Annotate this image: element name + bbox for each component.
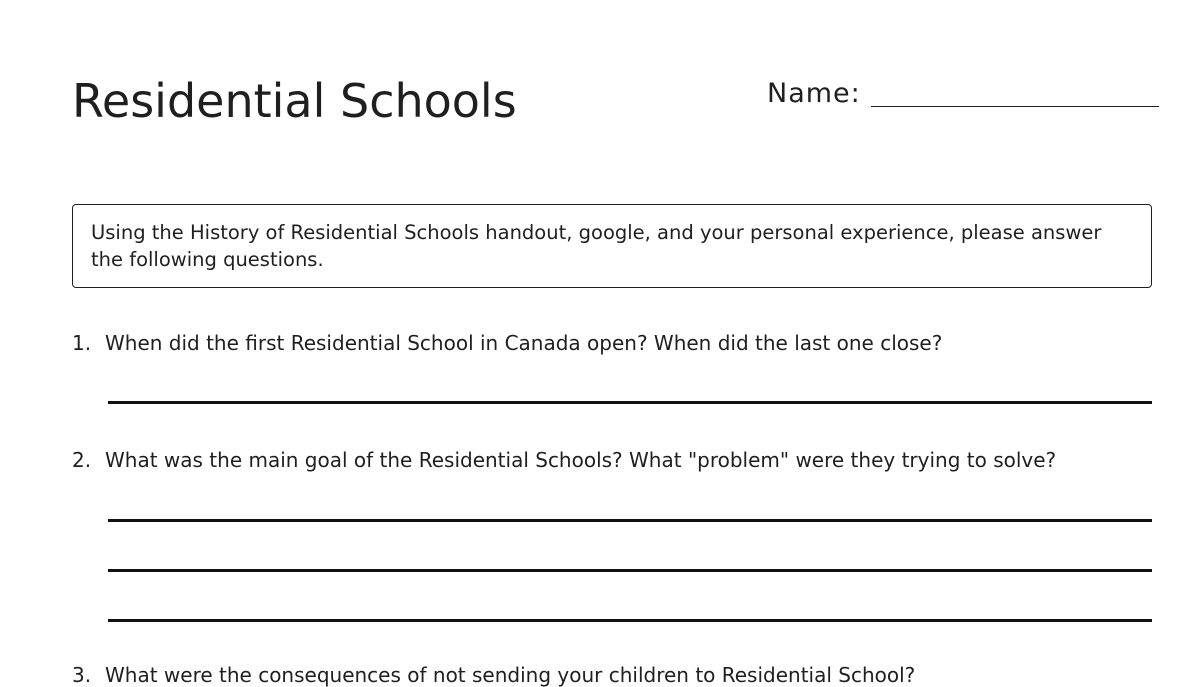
question-2 [72, 448, 1056, 472]
name-field-group [767, 78, 1159, 109]
name-input-line[interactable] [871, 106, 1159, 107]
question-text: What was the main goal of the Residential Schools? What "problem" were they trying to solve? [105, 448, 1057, 472]
question-number: 1. [72, 331, 92, 355]
instructions-box: Using the History of Residential Schools handout, google, and your personal experience, please answer the following questions. [72, 204, 1152, 288]
answer-line-2-1[interactable] [108, 519, 1152, 522]
name-label: Name: [767, 78, 861, 109]
page-title: Residential Schools [72, 74, 517, 128]
question-number: 2. [72, 448, 92, 472]
answer-line-2-3[interactable] [108, 619, 1152, 622]
question-text: When did the first Residential School in Canada open? When did the last one close? [105, 331, 943, 355]
question-text: What were the consequences of not sending your children to Residential School? [105, 663, 916, 687]
question-1 [72, 331, 942, 355]
answer-line-1-1[interactable] [108, 401, 1152, 404]
question-3 [72, 663, 915, 687]
question-number: 3. [72, 663, 92, 687]
answer-line-2-2[interactable] [108, 569, 1152, 572]
